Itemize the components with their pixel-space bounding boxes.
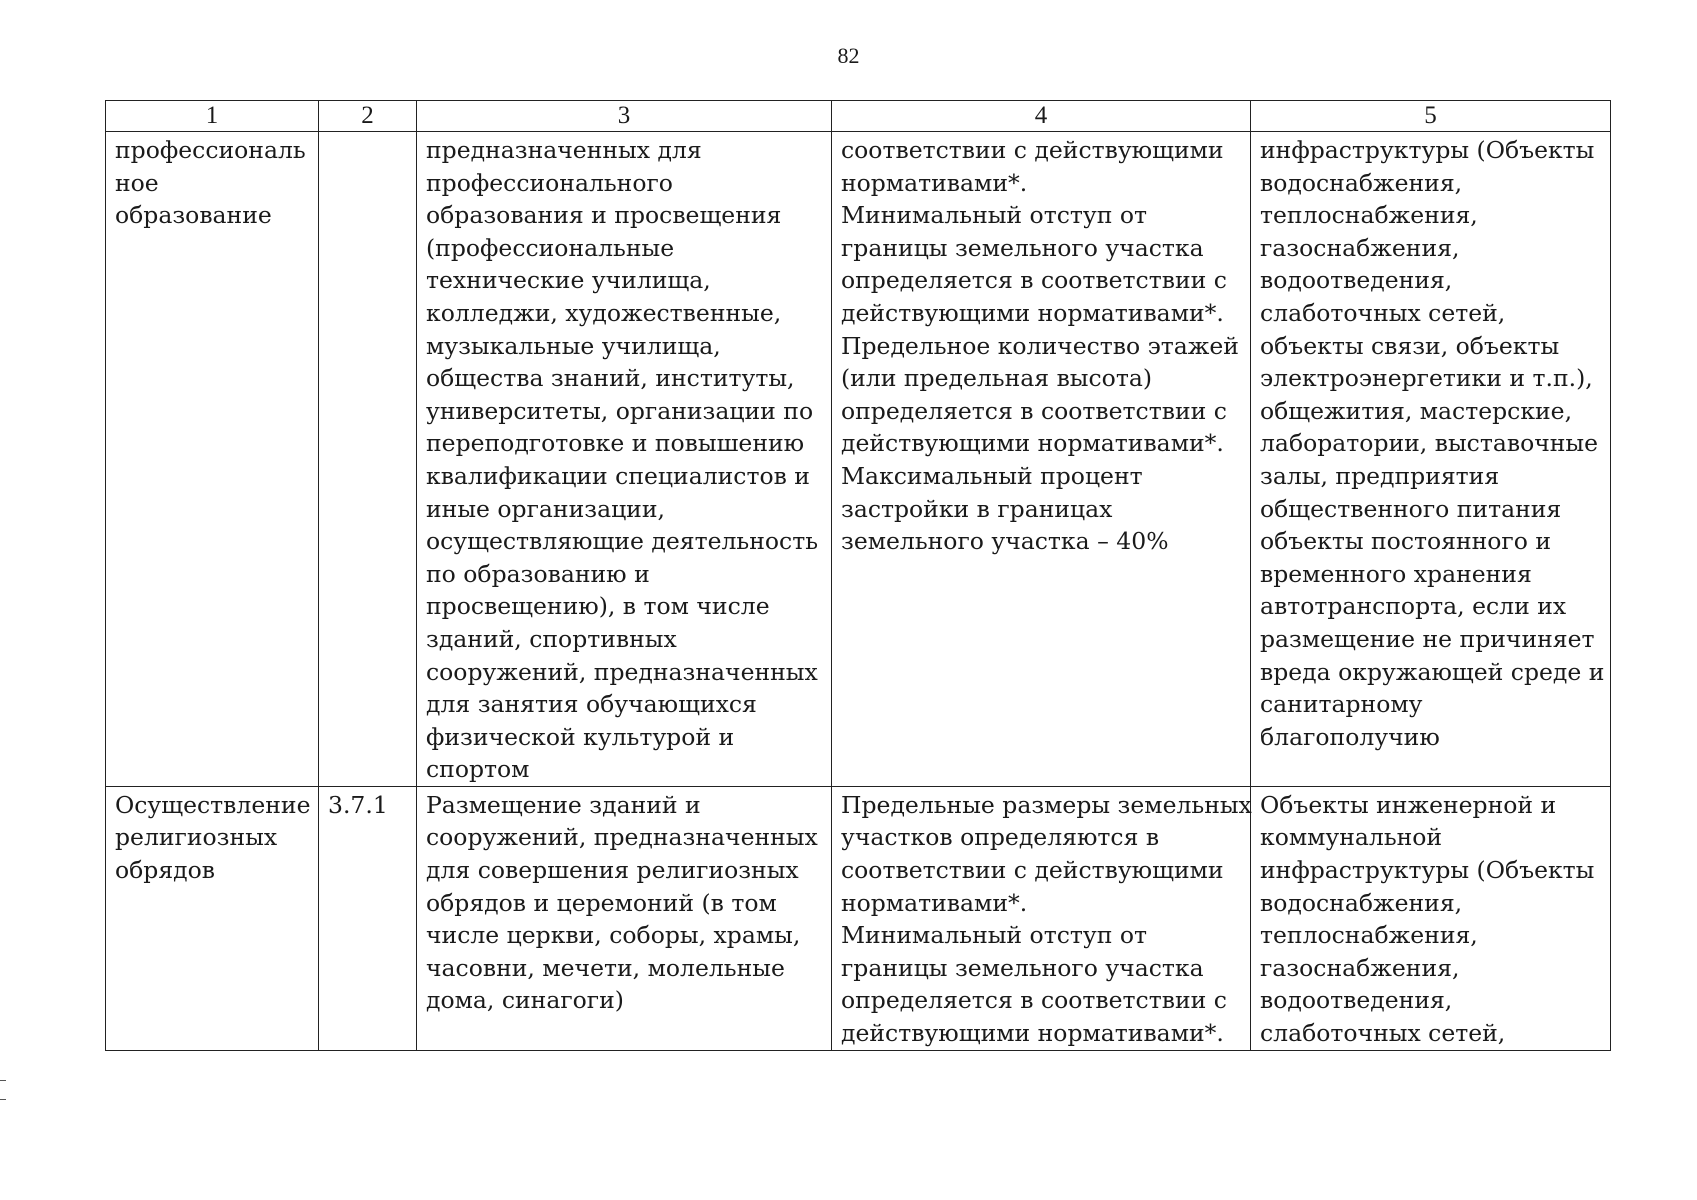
cell-text-line: обрядов и церемоний (в том	[426, 888, 777, 917]
cell-text-line: Предельное количество этажей	[841, 331, 1239, 360]
cell-text-line: электроэнергетики и т.п.),	[1260, 364, 1593, 393]
cell-text-line: общежития, мастерские,	[1260, 396, 1573, 425]
cell-text-line: числе церкви, соборы, храмы,	[426, 921, 801, 950]
cell-text-line: образование	[115, 201, 272, 230]
zoning-table	[105, 100, 1611, 1051]
cell-text-line: колледжи, художественные,	[426, 298, 782, 327]
cell-text-line: Минимальный отступ от	[841, 201, 1147, 230]
table-row	[106, 786, 1611, 1050]
cell-text-line: просвещению), в том числе	[426, 592, 770, 621]
cell-text-line: Размещение зданий и	[426, 790, 701, 819]
cell-text-line: осуществляющие деятельность	[426, 527, 818, 556]
cell-text-line: переподготовке и повышению	[426, 429, 805, 458]
cell-text-line: физической культурой и	[426, 722, 735, 751]
cell-text-line: дома, синагоги)	[426, 986, 624, 1015]
cell-text-line: автотранспорта, если их	[1260, 592, 1567, 621]
cell-text-line: сооружений, предназначенных	[426, 657, 818, 686]
auxiliary-uses-cell	[1251, 132, 1611, 787]
cell-text-line: объекты связи, объекты	[1260, 331, 1560, 360]
cell-text-line: теплоснабжения,	[1260, 921, 1478, 950]
cell-text-line: иные организации,	[426, 494, 665, 523]
cell-text-line: профессионального	[426, 168, 673, 197]
cell-text-line: ное	[115, 168, 159, 197]
cell-text-line: Осуществление	[115, 790, 311, 819]
cell-text-line: университеты, организации по	[426, 396, 814, 425]
cell-text-line: теплоснабжения,	[1260, 201, 1478, 230]
cell-text-line: музыкальные училища,	[426, 331, 721, 360]
cell-text-line: Максимальный процент	[841, 461, 1143, 490]
cell-text-line: соответствии с действующими	[841, 856, 1224, 885]
header-cell-1: 1	[106, 101, 319, 132]
cell-text-line: водоотведения,	[1260, 986, 1453, 1015]
cell-text-line: Минимальный отступ от	[841, 921, 1147, 950]
cell-text-line: газоснабжения,	[1260, 233, 1460, 262]
cell-text-line: технические училища,	[426, 266, 711, 295]
cell-text-line: размещение не причиняет	[1260, 624, 1595, 653]
cell-text-line: нормативами*.	[841, 888, 1028, 917]
cell-text-line: участков определяются в	[841, 823, 1160, 852]
cell-text-line: по образованию и	[426, 559, 650, 588]
auxiliary-uses-cell	[1251, 786, 1611, 1050]
cell-text-line: санитарному	[1260, 690, 1423, 719]
table-row	[106, 132, 1611, 787]
cell-text-line: лаборатории, выставочные	[1260, 429, 1599, 458]
description-cell	[417, 786, 832, 1050]
cell-text-line: водоснабжения,	[1260, 168, 1463, 197]
cell-text-line: действующими нормативами*.	[841, 429, 1224, 458]
cell-text-line: водоотведения,	[1260, 266, 1453, 295]
use-name-cell	[106, 132, 319, 787]
cell-text-line: общественного питания	[1260, 494, 1562, 523]
cell-text-line: застройки в границах	[841, 494, 1113, 523]
header-cell-5: 5	[1251, 101, 1611, 132]
cell-text-line: (или предельная высота)	[841, 364, 1152, 393]
cell-text-line: зданий, спортивных	[426, 624, 677, 653]
parameters-cell	[832, 786, 1251, 1050]
cell-text-line: сооружений, предназначенных	[426, 823, 818, 852]
description-cell	[417, 132, 832, 787]
header-cell-2: 2	[319, 101, 417, 132]
code-cell	[319, 132, 417, 787]
cell-text-line: благополучию	[1260, 722, 1440, 751]
cell-text-line: соответствии с действующими	[841, 136, 1224, 164]
cell-text-line: газоснабжения,	[1260, 953, 1460, 982]
cell-text-line: действующими нормативами*.	[841, 298, 1224, 327]
cell-text-line: действующими нормативами*.	[841, 1019, 1224, 1048]
cell-text-line: коммунальной	[1260, 823, 1443, 852]
page-number: 82	[837, 43, 860, 68]
header-row	[106, 101, 1611, 132]
code-cell	[319, 786, 417, 1050]
cell-text-line: 3.7.1	[328, 790, 388, 819]
cell-text-line: временного хранения	[1260, 559, 1532, 588]
cell-text-line: определяется в соответствии с	[841, 266, 1227, 295]
parameters-cell	[832, 132, 1251, 787]
cell-text-line: инфраструктуры (Объекты	[1260, 136, 1595, 164]
cell-text-line: инфраструктуры (Объекты	[1260, 856, 1595, 885]
cell-text-line: нормативами*.	[841, 168, 1028, 197]
cell-text-line: водоснабжения,	[1260, 888, 1463, 917]
cell-text-line: слаботочных сетей,	[1260, 1019, 1506, 1048]
cell-text-line: для совершения религиозных	[426, 856, 799, 885]
use-name-cell	[106, 786, 319, 1050]
cell-text-line: границы земельного участка	[841, 953, 1204, 982]
cell-text-line: объекты постоянного и	[1260, 527, 1552, 556]
cell-text-line: слаботочных сетей,	[1260, 298, 1506, 327]
cell-text-line: часовни, мечети, молельные	[426, 953, 785, 982]
cell-text-line: границы земельного участка	[841, 233, 1204, 262]
cell-text-line: образования и просвещения	[426, 201, 782, 230]
cell-text-line: обрядов	[115, 856, 216, 885]
table-header	[106, 101, 1611, 132]
cell-text-line: Объекты инженерной и	[1260, 790, 1557, 819]
cell-text-line: религиозных	[115, 823, 278, 852]
header-cell-3: 3	[417, 101, 832, 132]
cell-text-line: для занятия обучающихся	[426, 690, 757, 719]
cell-text-line: спортом	[426, 755, 530, 784]
scan-edge-mark	[0, 1080, 6, 1100]
cell-text-line: квалификации специалистов и	[426, 461, 810, 490]
cell-text-line: Предельные размеры земельных	[841, 790, 1252, 819]
table-body	[106, 132, 1611, 1051]
cell-text-line: (профессиональные	[426, 233, 675, 262]
cell-text-line: профессиональ	[115, 136, 306, 164]
cell-text-line: определяется в соответствии с	[841, 396, 1227, 425]
cell-text-line: залы, предприятия	[1260, 461, 1500, 490]
cell-text-line: вреда окружающей среде и	[1260, 657, 1605, 686]
cell-text-line: общества знаний, институты,	[426, 364, 795, 393]
cell-text-line: определяется в соответствии с	[841, 986, 1227, 1015]
header-cell-4: 4	[832, 101, 1251, 132]
cell-text-line: предназначенных для	[426, 136, 702, 164]
cell-text-line: земельного участка – 40%	[841, 527, 1169, 556]
